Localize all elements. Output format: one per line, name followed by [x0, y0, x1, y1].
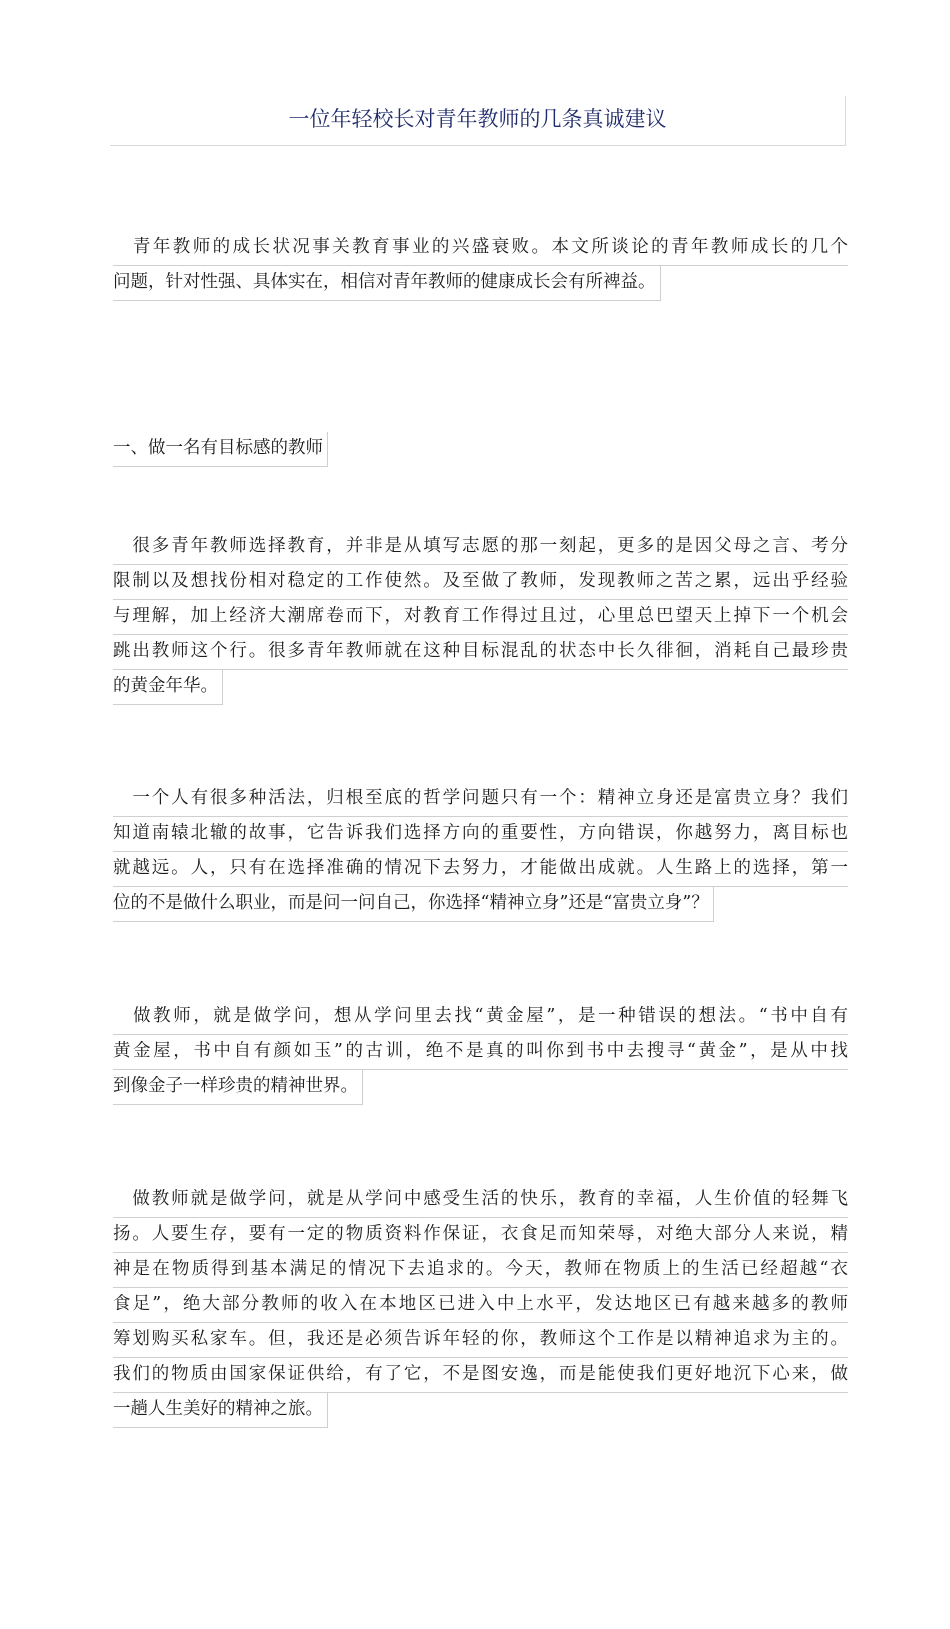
- text-line: 很多青年教师选择教育，并非是从填写志愿的那一刻起，更多的是因父母之言、考分: [113, 530, 848, 565]
- document-title: 一位年轻校长对青年教师的几条真诚建议: [110, 96, 846, 146]
- text-line: 扬。人要生存，要有一定的物质资料作保证，衣食足而知荣辱，对绝大部分人来说，精: [113, 1218, 848, 1253]
- section-heading: 一、做一名有目标感的教师: [113, 432, 328, 467]
- text-line: 一个人有很多种活法，归根至底的哲学问题只有一个：精神立身还是富贵立身？我们: [113, 782, 848, 817]
- text-line: 的黄金年华。: [113, 670, 223, 705]
- text-line: 青年教师的成长状况事关教育事业的兴盛衰败。本文所谈论的青年教师成长的几个: [113, 231, 848, 266]
- text-line: 与理解，加上经济大潮席卷而下，对教育工作得过且过，心里总巴望天上掉下一个机会: [113, 600, 848, 635]
- text-line: 到像金子一样珍贵的精神世界。: [113, 1070, 363, 1105]
- text-line: 一趟人生美好的精神之旅。: [113, 1393, 328, 1428]
- text-line: 我们的物质由国家保证供给，有了它，不是图安逸，而是能使我们更好地沉下心来，做: [113, 1358, 848, 1393]
- intro-paragraph: [113, 231, 848, 306]
- text-line: 跳出教师这个行。很多青年教师就在这种目标混乱的状态中长久徘徊，消耗自己最珍贵: [113, 635, 848, 670]
- body-paragraph-3: [113, 1000, 848, 1110]
- text-line: 食足”，绝大部分教师的收入在本地区已进入中上水平，发达地区已有越来越多的教师: [113, 1288, 848, 1323]
- text-line: 做教师就是做学问，就是从学问中感受生活的快乐，教育的幸福，人生价值的轻舞飞: [113, 1183, 848, 1218]
- text-line: 限制以及想找份相对稳定的工作使然。及至做了教师，发现教师之苦之累，远出乎经验: [113, 565, 848, 600]
- text-line: 做教师，就是做学问，想从学问里去找“黄金屋”，是一种错误的想法。“书中自有: [113, 1000, 848, 1035]
- body-paragraph-2: [113, 782, 848, 927]
- text-line: 就越远。人，只有在选择准确的情况下去努力，才能做出成就。人生路上的选择，第一: [113, 852, 848, 887]
- text-line: 位的不是做什么职业，而是问一问自己，你选择“精神立身”还是“富贵立身”？: [113, 887, 714, 922]
- text-line: 筹划购买私家车。但，我还是必须告诉年轻的你，教师这个工作是以精神追求为主的。: [113, 1323, 848, 1358]
- body-paragraph-1: [113, 530, 848, 710]
- text-line: 问题，针对性强、具体实在，相信对青年教师的健康成长会有所裨益。: [113, 266, 661, 301]
- text-line: 黄金屋，书中自有颜如玉”的古训，绝不是真的叫你到书中去搜寻“黄金”，是从中找: [113, 1035, 848, 1070]
- body-paragraph-4: [113, 1183, 848, 1433]
- text-line: 知道南辕北辙的故事，它告诉我们选择方向的重要性，方向错误，你越努力，离目标也: [113, 817, 848, 852]
- text-line: 神是在物质得到基本满足的情况下去追求的。今天，教师在物质上的生活已经超越“衣: [113, 1253, 848, 1288]
